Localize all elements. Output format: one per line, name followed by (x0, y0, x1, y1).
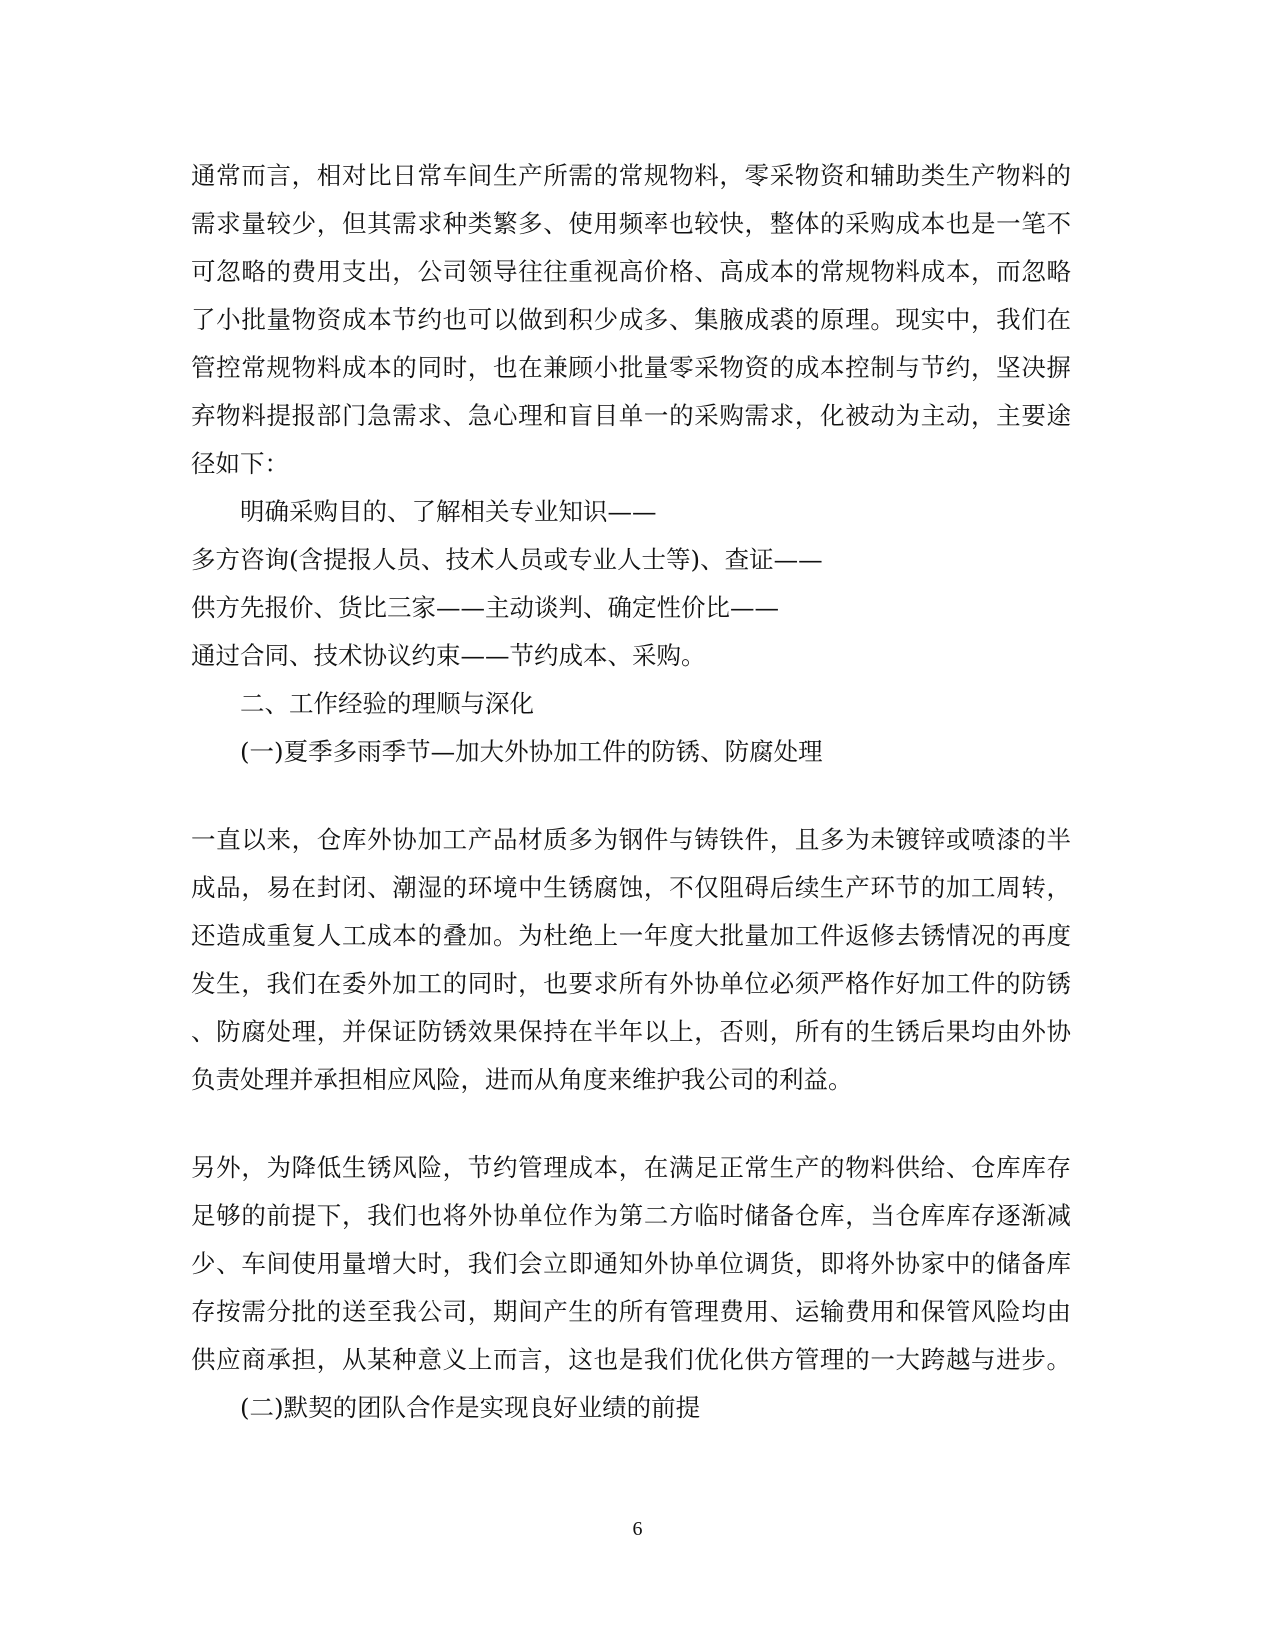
paragraph-line: 弃物料提报部门急需求、急心理和盲目单一的采购需求，化被动为主动，主要途 (191, 401, 1071, 430)
paragraph-line: 还造成重复人工成本的叠加。为杜绝上一年度大批量加工件返修去锈情况的再度 (191, 921, 1071, 950)
paragraph-line: 供应商承担，从某种意义上而言，这也是我们优化供方管理的一大跨越与进步。 (191, 1345, 1071, 1374)
process-step: 通过合同、技术协议约束——节约成本、采购。 (191, 641, 706, 670)
section-heading: 二、工作经验的理顺与深化 (240, 689, 534, 718)
subsection-heading: (二)默契的团队合作是实现良好业绩的前提 (240, 1393, 701, 1422)
process-step: 多方咨询(含提报人员、技术人员或专业人士等)、查证—— (191, 545, 823, 574)
process-step: 供方先报价、货比三家——主动谈判、确定性价比—— (191, 593, 779, 622)
paragraph-line: 管控常规物料成本的同时，也在兼顾小批量零采物资的成本控制与节约，坚决摒 (191, 353, 1071, 382)
subsection-heading: (一)夏季多雨季节—加大外协加工件的防锈、防腐处理 (240, 737, 823, 766)
paragraph-line: 了小批量物资成本节约也可以做到积少成多、集腋成裘的原理。现实中，我们在 (191, 305, 1071, 334)
paragraph-line: 发生，我们在委外加工的同时，也要求所有外协单位必须严格作好加工件的防锈 (191, 969, 1071, 998)
paragraph-line: 负责处理并承担相应风险，进而从角度来维护我公司的利益。 (191, 1065, 853, 1094)
paragraph-line: 足够的前提下，我们也将外协单位作为第二方临时储备仓库，当仓库库存逐渐减 (191, 1201, 1071, 1230)
paragraph-line: 存按需分批的送至我公司，期间产生的所有管理费用、运输费用和保管风险均由 (191, 1297, 1071, 1326)
page-number: 6 (632, 1518, 643, 1540)
paragraph-line: 通常而言，相对比日常车间生产所需的常规物料，零采物资和辅助类生产物料的 (191, 161, 1071, 190)
paragraph-line: 、防腐处理，并保证防锈效果保持在半年以上，否则，所有的生锈后果均由外协 (191, 1017, 1071, 1046)
paragraph-line: 一直以来，仓库外协加工产品材质多为钢件与铸铁件，且多为未镀锌或喷漆的半 (191, 825, 1071, 854)
paragraph-line: 径如下： (191, 449, 289, 478)
paragraph-line: 少、车间使用量增大时，我们会立即通知外协单位调货，即将外协家中的储备库 (191, 1249, 1071, 1278)
paragraph-line: 成品，易在封闭、潮湿的环境中生锈腐蚀，不仅阻碍后续生产环节的加工周转， (191, 873, 1071, 902)
paragraph-line: 需求量较少，但其需求种类繁多、使用频率也较快，整体的采购成本也是一笔不 (191, 209, 1071, 238)
paragraph-line: 可忽略的费用支出，公司领导往往重视高价格、高成本的常规物料成本，而忽略 (191, 257, 1071, 286)
paragraph-line: 另外，为降低生锈风险，节约管理成本，在满足正常生产的物料供给、仓库库存 (191, 1153, 1071, 1182)
process-step: 明确采购目的、了解相关专业知识—— (240, 497, 657, 526)
